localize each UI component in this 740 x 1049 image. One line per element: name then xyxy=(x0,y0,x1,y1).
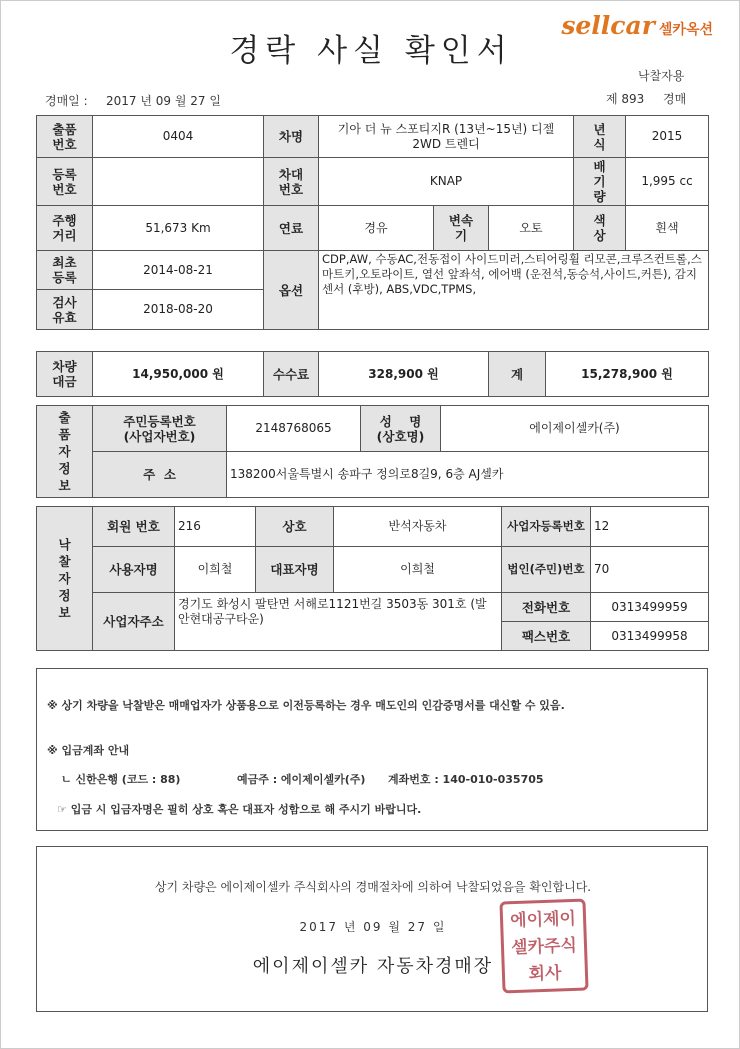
phone-value: 0313499959 xyxy=(591,593,709,622)
seller-address-value: 138200서울특별시 송파구 정의로8길9, 6층 AJ셀카 xyxy=(227,452,709,498)
auction-date-label: 경매일 : xyxy=(45,94,88,108)
bank-info: ㄴ 신한은행 (코드 : 88) xyxy=(61,773,181,786)
seller-id-label: 주민등록번호 (사업자번호) xyxy=(93,406,227,452)
member-number-label: 회원 번호 xyxy=(93,507,175,547)
registration-value xyxy=(93,158,264,206)
color-value: 흰색 xyxy=(626,206,709,251)
corporate-number-label: 법인(주민)번호 xyxy=(502,547,591,593)
company-label: 상호 xyxy=(256,507,334,547)
auction-type: 경매 xyxy=(663,92,687,106)
vehicle-price-value: 14,950,000 원 xyxy=(93,352,264,397)
fax-label: 팩스번호 xyxy=(502,622,591,651)
auction-date-value: 2017 년 09 월 27 일 xyxy=(106,94,221,108)
fee-value: 328,900 원 xyxy=(319,352,489,397)
displacement-value: 1,995 cc xyxy=(626,158,709,206)
document-title: 경락 사실 확인서 xyxy=(229,33,513,69)
fee-label: 수수료 xyxy=(264,352,319,397)
seller-section-label: 출 품 자 정 보 xyxy=(37,406,93,498)
transmission-label: 변속 기 xyxy=(434,206,489,251)
buyer-section-label: 낙 찰 자 정 보 xyxy=(37,507,93,651)
representative-value: 이희철 xyxy=(334,547,502,593)
color-label: 색 상 xyxy=(574,206,626,251)
business-number-label: 사업자등록번호 xyxy=(502,507,591,547)
user-name-label: 사용자명 xyxy=(93,547,175,593)
company-value: 반석자동차 xyxy=(334,507,502,547)
fax-value: 0313499958 xyxy=(591,622,709,651)
confirmation-date: 2017 년 09 월 27 일 xyxy=(299,920,447,934)
auction-number: 제 893 xyxy=(606,92,645,106)
member-number-value: 216 xyxy=(175,507,256,547)
transmission-value: 오토 xyxy=(489,206,574,251)
seller-info-table xyxy=(36,405,709,498)
seller-address-label: 주 소 xyxy=(93,452,227,498)
inspection-value: 2018-08-20 xyxy=(93,290,264,330)
representative-label: 대표자명 xyxy=(256,547,334,593)
total-label: 계 xyxy=(489,352,546,397)
seller-name-label: 성 명 (상호명) xyxy=(361,406,441,452)
logo-korean: 셀카옥션 xyxy=(658,22,713,38)
year-value: 2015 xyxy=(626,116,709,158)
mileage-value: 51,673 Km xyxy=(93,206,264,251)
notice-transfer: ※ 상기 차량을 낙찰받은 매매업자가 상품용으로 이전등록하는 경우 매도인의 인감증명서를 대신할 수 있음. xyxy=(47,699,565,712)
corporate-number-value: 70 xyxy=(591,547,709,593)
lot-number-label: 출품 번호 xyxy=(37,116,93,158)
notice-account-heading: ※ 입금계좌 안내 xyxy=(47,744,130,757)
mileage-label: 주행 거리 xyxy=(37,206,93,251)
fuel-value: 경유 xyxy=(319,206,434,251)
confirmation-statement: 상기 차량은 에이제이셀카 주식회사의 경매절차에 의하여 낙찰되었음을 확인합니다. xyxy=(154,880,592,894)
seal-lettering: 에이제이셀카주식회사 xyxy=(509,908,578,985)
options-value: CDP,AW, 수동AC,전동접이 사이드미러,스티어링휠 리모콘,크루즈컨트롤,스마트키,오토라이트, 열선 앞좌석, 에어백 (운전석,동승석,사이드,커튼), 감지센서 (후방), ABS,VDC,TPMS, xyxy=(319,251,709,330)
account-number: 계좌번호 : 140-010-035705 xyxy=(388,773,544,786)
first-registration-label: 최초 등록 xyxy=(37,251,93,290)
vehicle-info-table xyxy=(36,115,709,330)
business-address-label: 사업자주소 xyxy=(93,593,175,651)
purpose-label: 낙찰자용 xyxy=(638,69,685,83)
issuer-name: 에이제이셀카 자동차경매장 xyxy=(252,956,494,977)
confirmation-box xyxy=(36,846,708,1012)
notice-box xyxy=(36,668,708,831)
vehicle-price-label: 차량 대금 xyxy=(37,352,93,397)
model-label: 차명 xyxy=(264,116,319,158)
model-value: 기아 더 뉴 스포티지R (13년~15년) 디젤 2WD 트렌디 xyxy=(319,116,574,158)
seller-name-value: 에이제이셀카(주) xyxy=(441,406,709,452)
first-registration-value: 2014-08-21 xyxy=(93,251,264,290)
total-value: 15,278,900 원 xyxy=(546,352,709,397)
sellcar-logo xyxy=(561,11,713,40)
inspection-label: 검사 유효 xyxy=(37,290,93,330)
price-table xyxy=(36,351,709,397)
business-number-value: 12 xyxy=(591,507,709,547)
registration-label: 등록 번호 xyxy=(37,158,93,206)
buyer-info-table xyxy=(36,506,709,651)
displacement-label: 배 기 량 xyxy=(574,158,626,206)
logo-brand: sellcar xyxy=(561,11,655,40)
notice-depositor: ☞ 입금 시 입금자명은 필히 상호 혹은 대표자 성함으로 해 주시기 바랍니다. xyxy=(57,803,422,816)
seller-id-value: 2148768065 xyxy=(227,406,361,452)
options-label: 옵션 xyxy=(264,251,319,330)
company-seal xyxy=(499,899,588,994)
user-name-value: 이희철 xyxy=(175,547,256,593)
account-holder: 예금주 : 에이제이셀카(주) xyxy=(237,773,366,786)
vin-value: KNAP xyxy=(319,158,574,206)
lot-number-value: 0404 xyxy=(93,116,264,158)
fuel-label: 연료 xyxy=(264,206,319,251)
vin-label: 차대 번호 xyxy=(264,158,319,206)
year-label: 년 식 xyxy=(574,116,626,158)
phone-label: 전화번호 xyxy=(502,593,591,622)
business-address-value: 경기도 화성시 팔탄면 서해로1121번길 3503동 301호 (발안현대공구타운) xyxy=(175,593,502,651)
